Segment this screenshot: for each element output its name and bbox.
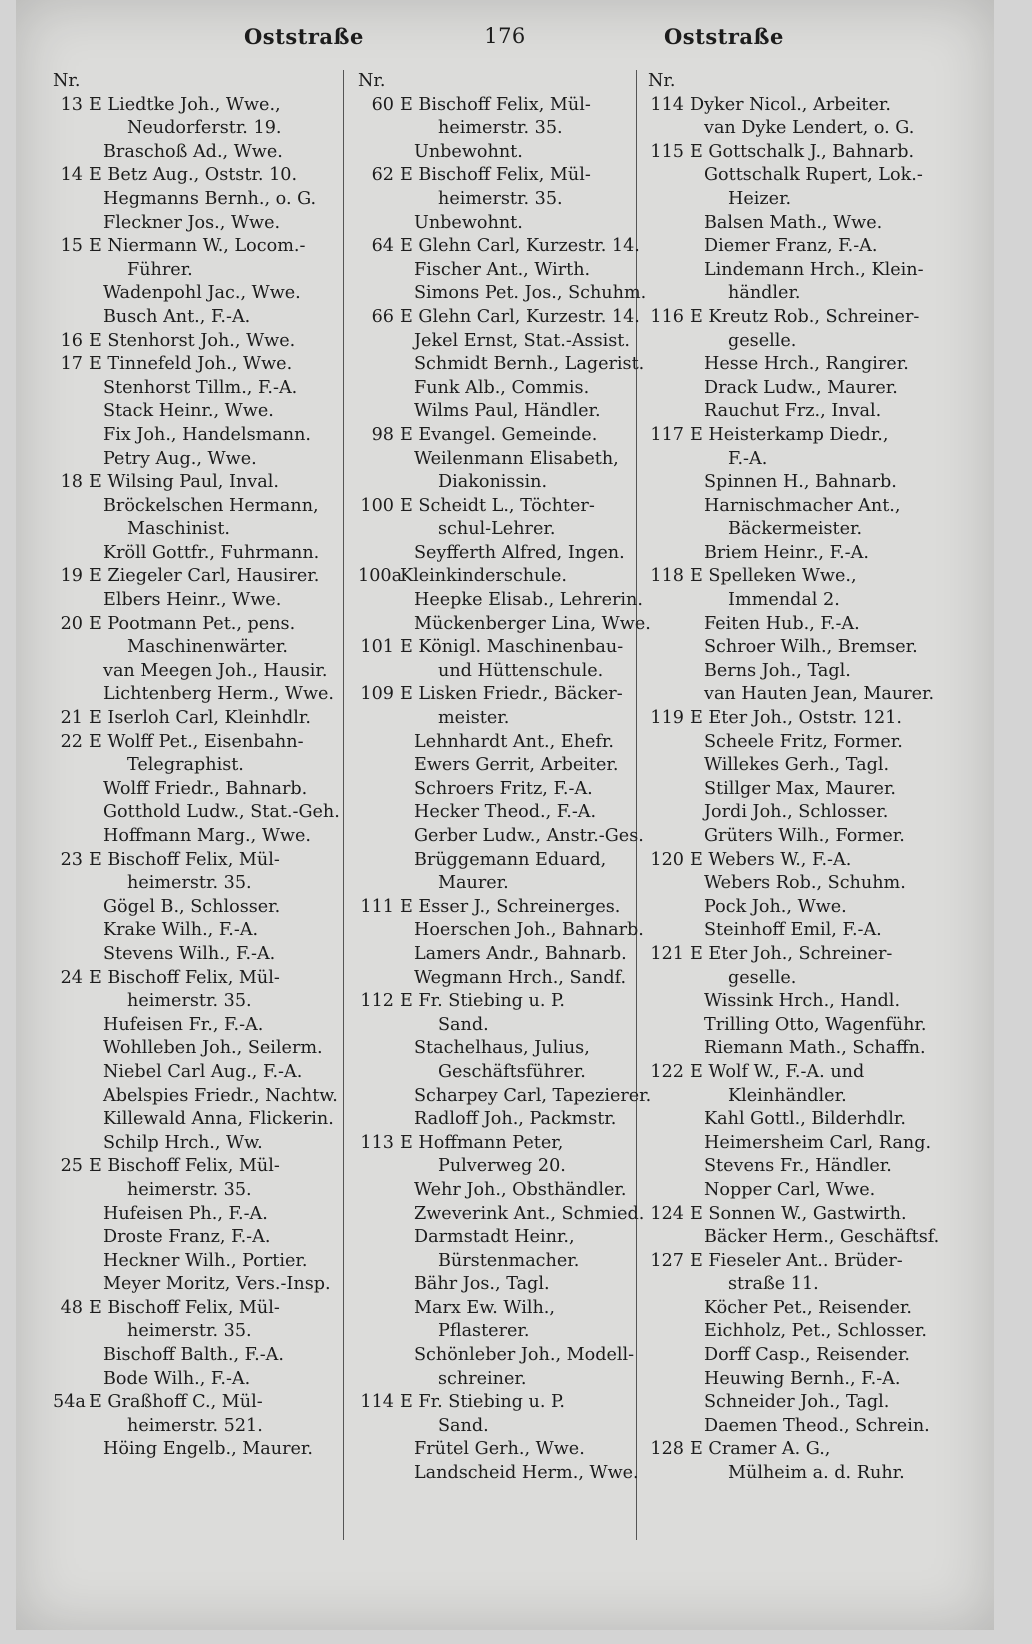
continuation-line: heimerstr. 35.: [438, 118, 563, 139]
resident-line: Spinnen H., Bahnarb.: [704, 472, 897, 493]
resident-text: E Ziegeler Carl, Hausirer.: [89, 566, 320, 587]
resident-text: E Niermann W., Locom.-: [89, 236, 306, 257]
resident-line: Funk Alb., Commis.: [414, 377, 590, 398]
resident-line: Nopper Carl, Wwe.: [704, 1179, 876, 1200]
header-street-right: Oststraße: [664, 24, 784, 49]
resident-line: Seyfferth Alfred, Ingen.: [414, 542, 625, 563]
resident-line: Gerber Ludw., Anstr.-Ges.: [414, 826, 644, 846]
house-entry: [648, 1250, 968, 1274]
resident-line: Briem Heinr., F.-A.: [704, 542, 869, 563]
house-entry: [358, 565, 648, 589]
continuation-line: heimerstr. 35.: [127, 1179, 252, 1200]
resident-line: Braschoß Ad., Wwe.: [103, 141, 283, 162]
resident-text: E Wolff Pet., Eisenbahn-: [89, 731, 304, 752]
house-entry: [648, 1061, 968, 1085]
house-number: 19: [60, 566, 83, 587]
resident-line: Hoerschen Joh., Bahnarb.: [414, 920, 644, 941]
resident-text: E Bischoff Felix, Mül-: [400, 165, 591, 186]
resident-line: Lichtenberg Herm., Wwe.: [103, 684, 335, 705]
house-number: 100a: [358, 566, 403, 587]
resident-line: Hufeisen Ph., F.-A.: [103, 1203, 268, 1224]
page-number: 176: [484, 24, 526, 48]
house-entry: [53, 353, 353, 377]
house-number: 113: [360, 1132, 394, 1153]
resident-line: Scheele Fritz, Former.: [704, 731, 903, 752]
resident-text: E Gottschalk J., Bahnarb.: [690, 141, 915, 162]
resident-line: Daemen Theod., Schrein.: [704, 1415, 930, 1436]
resident-text: E Fr. Stiebing u. P.: [400, 991, 565, 1012]
resident-text: E Evangel. Gemeinde.: [400, 424, 598, 445]
resident-line: Trilling Otto, Wagenführ.: [704, 1014, 927, 1035]
house-number: 54a: [53, 1392, 86, 1413]
resident-line: Marx Ew. Wilh.,: [414, 1297, 555, 1318]
house-number: 98: [371, 424, 394, 445]
resident-line: Bischoff Balth., F.-A.: [103, 1345, 284, 1366]
resident-line: Rauchut Frz., Inval.: [704, 401, 882, 422]
house-number: 20: [60, 613, 83, 634]
house-number: 66: [371, 306, 394, 327]
house-entry: [53, 330, 353, 354]
house-number: 124: [650, 1203, 684, 1224]
continuation-line: Maschinenwärter.: [127, 637, 288, 658]
house-entry: [53, 565, 353, 589]
resident-line: van Dyke Lendert, o. G.: [704, 118, 915, 139]
resident-line: Fleckner Jos., Wwe.: [103, 212, 281, 233]
house-entry: [358, 235, 648, 259]
house-entry: [53, 731, 353, 755]
house-entry: [648, 306, 968, 330]
resident-line: Riemann Math., Schaffn.: [704, 1038, 926, 1059]
resident-text: E Heisterkamp Diedr.,: [690, 424, 889, 445]
resident-text: E Sonnen W., Gastwirth.: [690, 1203, 907, 1224]
house-entry: [53, 613, 353, 637]
continuation-line: heimerstr. 35.: [438, 188, 563, 209]
resident-line: Stillger Max, Maurer.: [704, 778, 897, 799]
resident-line: Kröll Gottfr., Fuhrmann.: [103, 542, 320, 563]
resident-line: Berns Joh., Tagl.: [704, 660, 851, 681]
resident-text: E Königl. Maschinenbau-: [400, 637, 624, 658]
column-header-nr: Nr.: [358, 71, 386, 91]
house-number: 62: [371, 165, 394, 186]
house-entry: [53, 967, 353, 991]
continuation-line: schul-Lehrer.: [438, 519, 556, 540]
resident-text: E Glehn Carl, Kurzestr. 14.: [400, 306, 640, 327]
house-number: 13: [60, 94, 83, 115]
resident-text: E Liedtke Joh., Wwe.,: [89, 94, 281, 115]
resident-line: Schroer Wilh., Bremser.: [704, 637, 918, 658]
continuation-line: Geschäftsführer.: [438, 1061, 586, 1082]
resident-line: Lamers Andr., Bahnarb.: [414, 943, 627, 964]
resident-line: Harnischmacher Ant.,: [704, 495, 901, 516]
house-number: 117: [650, 424, 684, 445]
house-entry: [648, 1438, 968, 1462]
house-entry: [358, 495, 648, 519]
resident-text: E Webers W., F.-A.: [690, 849, 852, 870]
house-number: 114: [650, 94, 684, 115]
resident-text: E Iserloh Carl, Kleinhdlr.: [89, 708, 311, 729]
house-entry: [358, 1391, 648, 1415]
house-number: 25: [60, 1156, 83, 1177]
house-number: 100: [360, 495, 394, 516]
resident-line: Droste Franz, F.-A.: [103, 1227, 271, 1248]
resident-line: Wolff Friedr., Bahnarb.: [103, 778, 308, 799]
resident-text: E Bischoff Felix, Mül-: [400, 94, 591, 115]
resident-line: Köcher Pet., Reisender.: [704, 1297, 912, 1318]
continuation-line: heimerstr. 521.: [127, 1415, 263, 1436]
resident-line: Fischer Ant., Wirth.: [414, 259, 591, 280]
continuation-line: heimerstr. 35.: [127, 873, 252, 894]
directory-page: [16, 0, 994, 1630]
resident-text: E Hoffmann Peter,: [400, 1132, 564, 1153]
resident-line: Stenhorst Tillm., F.-A.: [103, 377, 298, 398]
house-entry: [648, 707, 968, 731]
resident-line: Feiten Hub., F.-A.: [704, 613, 860, 634]
resident-line: Elbers Heinr., Wwe.: [103, 590, 282, 611]
house-entry: [358, 636, 648, 660]
house-entry: [358, 164, 648, 188]
resident-line: Bäcker Herm., Geschäftsf.: [704, 1227, 940, 1248]
resident-line: Gottschalk Rupert, Lok.-: [704, 165, 923, 186]
resident-line: van Hauten Jean, Maurer.: [704, 684, 935, 705]
resident-text: E Fr. Stiebing u. P.: [400, 1392, 565, 1413]
house-number: 115: [650, 141, 684, 162]
continuation-line: Mülheim a. d. Ruhr.: [728, 1463, 905, 1484]
resident-line: Schilp Hrch., Ww.: [103, 1132, 263, 1153]
resident-line: Radloff Joh., Packmstr.: [414, 1109, 617, 1130]
continuation-line: heimerstr. 35.: [127, 1321, 252, 1342]
house-number: 60: [371, 94, 394, 115]
resident-line: Balsen Math., Wwe.: [704, 212, 883, 233]
house-number: 128: [650, 1439, 684, 1460]
house-number: 122: [650, 1061, 684, 1082]
house-entry: [53, 707, 353, 731]
resident-line: Stack Heinr., Wwe.: [103, 401, 274, 422]
resident-line: Schneider Joh., Tagl.: [704, 1392, 890, 1413]
continuation-line: geselle.: [728, 967, 797, 988]
house-number: 64: [371, 236, 394, 257]
house-entry: [53, 1391, 353, 1415]
continuation-line: straße 11.: [728, 1274, 819, 1295]
page-header: [16, 24, 994, 64]
resident-line: Weilenmann Elisabeth,: [414, 448, 619, 469]
continuation-line: Immendal 2.: [728, 590, 840, 611]
resident-line: Schroers Fritz, F.-A.: [414, 778, 593, 799]
house-entry: [358, 94, 648, 118]
resident-line: Steinhoff Emil, F.-A.: [704, 920, 882, 941]
resident-line: Wilms Paul, Händler.: [414, 401, 601, 422]
house-entry: [53, 849, 353, 873]
continuation-line: Bäckermeister.: [728, 519, 863, 540]
house-number: 121: [650, 943, 684, 964]
house-entry: [648, 849, 968, 873]
resident-text: E Tinnefeld Joh., Wwe.: [89, 354, 293, 375]
resident-text: E Eter Joh., Schreiner-: [690, 943, 893, 964]
resident-line: Webers Rob., Schuhm.: [704, 873, 906, 894]
resident-line: Ewers Gerrit, Arbeiter.: [414, 755, 619, 776]
house-number: 127: [650, 1250, 684, 1271]
column-3: [648, 70, 968, 1486]
resident-line: Jekel Ernst, Stat.-Assist.: [414, 330, 630, 351]
resident-line: Krake Wilh., F.-A.: [103, 920, 259, 941]
house-number: 24: [60, 967, 83, 988]
header-street-left: Oststraße: [244, 24, 364, 49]
resident-text: E Betz Aug., Oststr. 10.: [89, 165, 298, 186]
column-1: [53, 70, 353, 1462]
resident-line: Grüters Wilh., Former.: [704, 826, 905, 846]
resident-line: Hecker Theod., F.-A.: [414, 802, 597, 823]
resident-text: E Kreutz Rob., Schreiner-: [690, 306, 920, 327]
resident-line: Unbewohnt.: [414, 141, 523, 162]
house-entry: [648, 424, 968, 448]
resident-text: E Lisken Friedr., Bäcker-: [400, 684, 623, 705]
house-entry: [53, 164, 353, 188]
column-header-nr: Nr.: [53, 71, 81, 91]
continuation-line: Bürstenmacher.: [438, 1250, 580, 1271]
house-number: 109: [360, 684, 394, 705]
resident-line: Stevens Fr., Händler.: [704, 1156, 892, 1177]
house-number: 101: [360, 637, 394, 658]
continuation-line: Diakonissin.: [438, 472, 548, 493]
house-number: 111: [360, 896, 394, 917]
continuation-line: schreiner.: [438, 1368, 527, 1389]
resident-text: E Wolf W., F.-A. und: [690, 1061, 865, 1082]
resident-line: Höing Engelb., Maurer.: [103, 1439, 313, 1460]
resident-line: Simons Pet. Jos., Schuhm.: [414, 283, 647, 304]
house-number: 118: [650, 566, 684, 587]
resident-line: Petry Aug., Wwe.: [103, 448, 257, 469]
resident-line: Schmidt Bernh., Lagerist.: [414, 354, 645, 375]
house-number: 120: [650, 849, 684, 870]
house-number: 15: [60, 236, 83, 257]
resident-text: E Wilsing Paul, Inval.: [89, 472, 279, 493]
resident-text: E Bischoff Felix, Mül-: [89, 1297, 280, 1318]
resident-line: Schönleber Joh., Modell-: [414, 1345, 635, 1366]
house-number: 119: [650, 708, 684, 729]
continuation-line: Pflasterer.: [438, 1321, 530, 1342]
resident-text: E Graßhoff C., Mül-: [89, 1392, 263, 1413]
continuation-line: Führer.: [127, 259, 193, 280]
resident-line: Wehr Joh., Obsthändler.: [414, 1179, 627, 1200]
resident-line: Wissink Hrch., Handl.: [704, 991, 901, 1012]
resident-line: Wadenpohl Jac., Wwe.: [103, 283, 301, 304]
resident-line: Gögel B., Schlosser.: [103, 896, 281, 917]
resident-text: E Pootmann Pet., pens.: [89, 613, 296, 634]
resident-line: Frütel Gerh., Wwe.: [414, 1439, 585, 1460]
resident-line: Heckner Wilh., Portier.: [103, 1250, 308, 1271]
resident-line: Eichholz, Pet., Schlosser.: [704, 1321, 927, 1342]
house-entry: [358, 1132, 648, 1156]
house-entry: [358, 683, 648, 707]
continuation-line: Kleinhändler.: [728, 1085, 847, 1106]
continuation-line: Maurer.: [438, 873, 509, 894]
house-number: 23: [60, 849, 83, 870]
continuation-line: und Hüttenschule.: [438, 660, 604, 681]
resident-text: E Fieseler Ant.. Brüder-: [690, 1250, 903, 1271]
resident-line: Darmstadt Heinr.,: [414, 1227, 575, 1248]
resident-line: Wegmann Hrch., Sandf.: [414, 967, 627, 988]
house-entry: [358, 896, 648, 920]
resident-line: Hufeisen Fr., F.-A.: [103, 1014, 264, 1035]
resident-line: Scharpey Carl, Tapezierer.: [414, 1085, 652, 1106]
resident-line: Niebel Carl Aug., F.-A.: [103, 1061, 303, 1082]
resident-line: Diemer Franz, F.-A.: [704, 236, 878, 257]
house-entry: [648, 141, 968, 165]
house-number: 16: [60, 330, 83, 351]
continuation-line: geselle.: [728, 330, 797, 351]
resident-line: Kahl Gottl., Bilderhdlr.: [704, 1109, 906, 1130]
resident-text: E Bischoff Felix, Mül-: [89, 1156, 280, 1177]
house-entry: [648, 943, 968, 967]
house-entry: [53, 94, 353, 118]
continuation-line: Neudorferstr. 19.: [127, 118, 282, 139]
resident-line: Landscheid Herm., Wwe.: [414, 1463, 639, 1484]
resident-line: Drack Ludw., Maurer.: [704, 377, 898, 398]
house-number: 14: [60, 165, 83, 186]
house-number: 112: [360, 991, 394, 1012]
continuation-line: Pulverweg 20.: [438, 1156, 566, 1177]
resident-line: Abelspies Friedr., Nachtw.: [103, 1085, 338, 1106]
resident-line: Lindemann Hrch., Klein-: [704, 259, 924, 280]
resident-line: Dorff Casp., Reisender.: [704, 1345, 911, 1366]
house-number: 114: [360, 1392, 394, 1413]
continuation-line: F.-A.: [728, 448, 768, 469]
house-entry: [648, 94, 968, 118]
resident-text: E Stenhorst Joh., Wwe.: [89, 330, 296, 351]
resident-line: Hoffmann Marg., Wwe.: [103, 826, 311, 846]
resident-line: Lehnhardt Ant., Ehefr.: [414, 731, 614, 752]
resident-text: E Eter Joh., Oststr. 121.: [690, 708, 902, 729]
resident-text: E Scheidt L., Töchter-: [400, 495, 595, 516]
resident-line: Heepke Elisab., Lehrerin.: [414, 590, 643, 611]
house-number: 18: [60, 472, 83, 493]
resident-text: E Bischoff Felix, Mül-: [89, 849, 280, 870]
resident-text: E Spelleken Wwe.,: [690, 566, 857, 587]
house-entry: [648, 1203, 968, 1227]
continuation-line: Maschinist.: [127, 519, 230, 540]
continuation-line: meister.: [438, 708, 510, 729]
resident-text: E Glehn Carl, Kurzestr. 14.: [400, 236, 640, 257]
continuation-line: Sand.: [438, 1415, 489, 1436]
resident-line: Fix Joh., Handelsmann.: [103, 424, 312, 445]
resident-line: Mückenberger Lina, Wwe.: [414, 613, 651, 634]
column-header-nr: Nr.: [648, 71, 676, 91]
resident-text: E Bischoff Felix, Mül-: [89, 967, 280, 988]
resident-line: Hesse Hrch., Rangirer.: [704, 354, 909, 375]
resident-line: Willekes Gerh., Tagl.: [704, 755, 890, 776]
resident-line: Heuwing Bernh., F.-A.: [704, 1368, 901, 1389]
house-number: 17: [60, 354, 83, 375]
resident-line: Wohlleben Joh., Seilerm.: [103, 1038, 323, 1059]
house-entry: [53, 1155, 353, 1179]
resident-line: Unbewohnt.: [414, 212, 523, 233]
column-2: [358, 70, 652, 1486]
resident-text: E Esser J., Schreinerges.: [400, 896, 621, 917]
house-number: 48: [60, 1297, 83, 1318]
house-number: 21: [60, 708, 83, 729]
continuation-line: heimerstr. 35.: [127, 991, 252, 1012]
continuation-line: Sand.: [438, 1014, 489, 1035]
resident-line: Heimersheim Carl, Rang.: [704, 1132, 932, 1153]
house-entry: [358, 424, 648, 448]
continuation-line: Telegraphist.: [127, 755, 244, 776]
resident-line: Stevens Wilh., F.-A.: [103, 943, 276, 964]
resident-text: E Cramer A. G.,: [690, 1439, 831, 1460]
resident-line: Busch Ant., F.-A.: [103, 306, 251, 327]
house-entry: [53, 235, 353, 259]
resident-line: Bähr Jos., Tagl.: [414, 1274, 550, 1295]
resident-line: Pock Joh., Wwe.: [704, 896, 847, 917]
house-entry: [53, 471, 353, 495]
resident-line: Stachelhaus, Julius,: [414, 1038, 590, 1059]
resident-line: Meyer Moritz, Vers.-Insp.: [103, 1274, 331, 1295]
resident-line: Brüggemann Eduard,: [414, 849, 607, 870]
resident-line: Killewald Anna, Flickerin.: [103, 1109, 334, 1130]
house-number: 22: [60, 731, 83, 752]
resident-line: Jordi Joh., Schlosser.: [704, 802, 889, 823]
resident-line: Gotthold Ludw., Stat.-Geh.: [103, 802, 340, 823]
house-number: 116: [650, 306, 684, 327]
house-entry: [358, 990, 648, 1014]
house-entry: [53, 1297, 353, 1321]
resident-line: van Meegen Joh., Hausir.: [103, 660, 328, 681]
continuation-line: händler.: [728, 283, 801, 304]
resident-text: Dyker Nicol., Arbeiter.: [690, 94, 891, 115]
resident-line: Zweverink Ant., Schmied.: [414, 1203, 645, 1224]
house-entry: [358, 306, 648, 330]
resident-line: Bode Wilh., F.-A.: [103, 1368, 251, 1389]
continuation-line: Heizer.: [728, 188, 792, 209]
resident-line: Bröckelschen Hermann,: [103, 495, 319, 516]
resident-text: Kleinkinderschule.: [400, 566, 568, 587]
resident-line: Hegmanns Bernh., o. G.: [103, 188, 317, 209]
house-entry: [648, 565, 968, 589]
